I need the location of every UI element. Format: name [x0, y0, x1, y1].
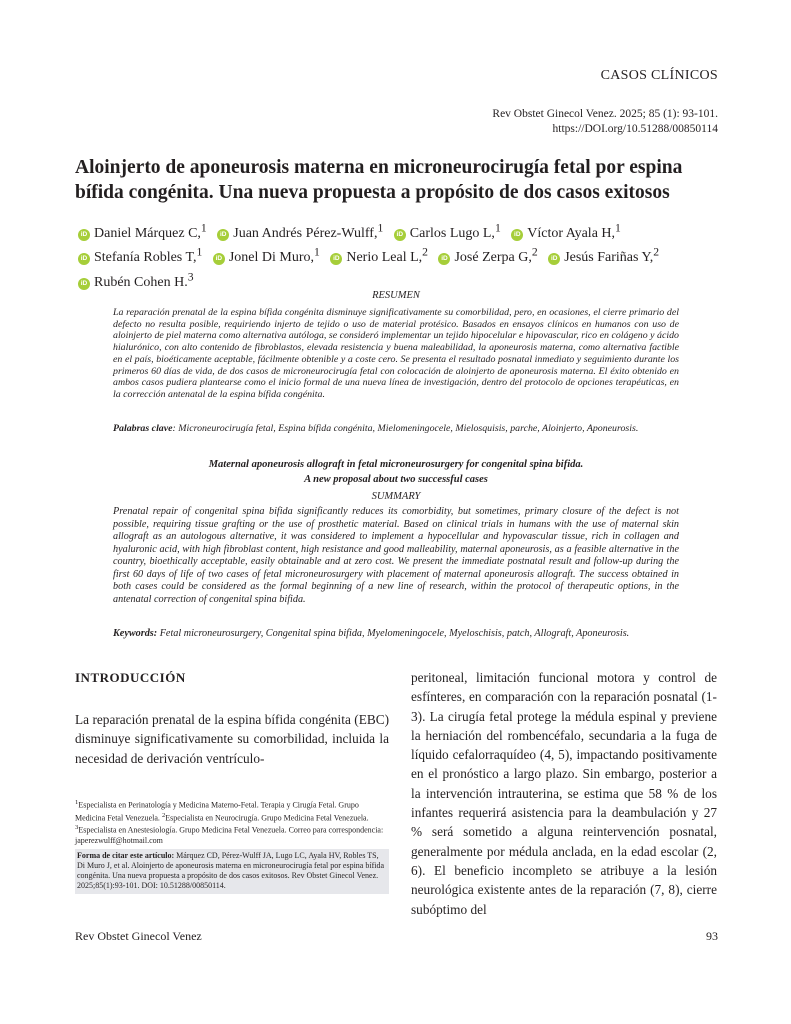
summary-heading: SUMMARY [371, 491, 421, 502]
author-name: Carlos Lugo L, [409, 225, 495, 241]
orcid-icon[interactable]: iD [78, 278, 90, 290]
author-name: Jesús Fariñas Y, [564, 250, 654, 266]
author[interactable] [217, 221, 384, 241]
title-line-2: bífida congénita. Una nueva propuesta a propósito de dos casos exitosos [75, 182, 670, 203]
author-name: José Zerpa G, [454, 250, 532, 266]
page-number: 93 [706, 929, 718, 943]
author[interactable] [330, 245, 428, 266]
keywords-list: : Microneurocirugía fetal, Espina bífida congénita, Mielomeningocele, Mielosquisis, parche, Aloinjerto, Aponeurosis. [172, 423, 639, 434]
author[interactable] [78, 270, 194, 290]
author-list [78, 218, 728, 292]
keywords-label: Keywords: [113, 628, 158, 639]
author[interactable] [213, 245, 320, 266]
author[interactable] [78, 245, 203, 266]
keywords-list: Fetal microneurosurgery, Congenital spina bifida, Myelomeningocele, Myeloschisis, patch, Allograft, Aponeurosis. [157, 628, 630, 639]
author-affiliation: 1 [377, 221, 384, 234]
english-title [113, 457, 679, 487]
summary-text: Prenatal repair of congenital spina bifida significantly reduces its comorbidity, but sometimes, primary closure of the defect is not possible, requiring tissue grafting or the use of prosthetic material. Based on clinical trials in humans with the use of maternal skin allograft as an autologous alternative, it was considered to implement a hypocellular and hypovascular tissue, rich in collagen and hyaluronic acid, with high fibroblast content, high resistance and good malleability, maternal aponeurosis, as a feasible alternative in the country, bioethically acceptable, easily obtainable and at zero cost. We present the immediate postnatal result and follow-up during the first 60 days of life of two cases of fetal microneurosurgery with placement of maternal aponeurosis allograft. The success obtained in both cases could be considered as the formal beginning of a new line of research, within the protocol of therapeutic options, in the antenatal correction of congenital spina bifida. [113, 506, 679, 605]
author-name: Rubén Cohen H. [94, 274, 188, 290]
orcid-icon[interactable]: iD [78, 229, 90, 241]
footnote: $^1$Especialista en Perinatología y Medicina Materno-Fetal. Terapia y Cirugía Fetal. Grupo Medicina Fetal Venezuela. $^2$Especialista en Neurocirugía. Grupo Medicina Fetal Venezuela. [75, 799, 369, 823]
intro-right-column: peritoneal, limitación funcional motora y control de esfínteres, en comparación con la reparación posnatal (1-3). La cirugía fetal protege la médula espinal y previene la herniación del rombencéfalo, secundaria a la fuga de líquido cefalorraquídeo (4, 5), impactando positivamente en el pronóstico a largo plazo. Sin embargo, posterior a la intervención intrauterina, se estima que 58 % de los infantes requerirá asistencia para la deambulación y 27 % será sometido a alguna reintervención posnatal, generalmente por médula anclada, en la edad escolar (2, 6). El beneficio incompleto se atribuye a la lesión neurológica existente antes de la reparación (7, 8), cierre subóptimo del [411, 670, 717, 917]
title-line-1: Aloinjerto de aponeurosis materna en microneurocirugía fetal por espina [75, 157, 683, 178]
footer-journal: Rev Obstet Ginecol Venez [75, 929, 202, 943]
orcid-icon[interactable]: iD [330, 253, 342, 265]
author-affiliation: 1 [615, 221, 621, 234]
journal-reference [492, 107, 718, 137]
resumen-text: La reparación prenatal de la espina bífida congénita disminuye significativamente su comorbilidad, pero, en ocasiones, el cierre primario del defecto no resulta posible, requiriendo injerto de tejido o uso de material protésico. Basados en ensayos clínicos en humanos con uso de aloinjerto de piel materna como alternativa autóloga, se consideró implementar un tejido hipocelular e hipovascular, rico en colágeno y ácido hialurónico, con alto contenido de fibroblastos, elevada resistencia y buena maleabilidad, la aponeurosis materna, como alternativa factible en el país, bioéticamente aceptable, fácilmente obtenible y a coste cero. Se presenta el resultado posnatal inmediato y seguimiento durante los primeros 60 días de vida, de dos casos de microneurocirugía fetal con colocación de aloinjerto de aponeurosis materna. El éxito obtenido en ambos casos pudiera plantearse como el inicio formal de una nueva línea de investigación, dentro del protocolo de opciones terapéuticas, en la corrección antenatal de la espina bífida congénita. [113, 307, 679, 400]
author[interactable] [78, 221, 207, 241]
summary-keywords [113, 628, 679, 641]
orcid-icon[interactable]: iD [78, 253, 90, 265]
orcid-icon[interactable]: iD [548, 253, 560, 265]
citation-box [75, 849, 389, 894]
author-affiliation: 1 [200, 221, 207, 234]
author-name: Jonel Di Muro, [228, 250, 315, 266]
footnote: $^3$Especialista en Anestesiología. Grupo Medicina Fetal Venezuela. Correo para correspondencia: japerezwulff@hotmail.com [75, 824, 384, 845]
author-affiliation: 1 [196, 245, 203, 259]
orcid-icon[interactable]: iD [511, 229, 523, 241]
author-name: Daniel Márquez C, [94, 225, 201, 241]
orcid-icon[interactable]: iD [438, 253, 450, 265]
author-name: Nerio Leal L, [346, 250, 423, 266]
author[interactable] [548, 245, 660, 266]
author-affiliation: 2 [653, 245, 660, 259]
author-name: Stefanía Robles T, [94, 250, 197, 266]
introduction-heading: INTRODUCCIÓN [75, 670, 186, 685]
author-affiliation: 3 [187, 270, 194, 284]
author[interactable] [511, 221, 621, 241]
citation-text: Márquez CD, Pérez-Wulff JA, Lugo LC, Ayala HV, Robles TS, Di Muro J, et al. Aloinjerto de aponeurosis materna en microneurocirugía fetal por espina bífida congénita. Una nueva propuesta a propósito de dos casos exitosos. Rev Obstet Ginecol Venez. 2025;85(1):93-101. DOI: 10.51288/00850114. [77, 851, 385, 890]
doi-link[interactable]: https://DOI.org/10.51288/00850114 [552, 123, 718, 135]
author-name: Víctor Ayala H, [527, 225, 616, 241]
english-title-line-1: Maternal aponeurosis allograft in fetal microneurosurgery for congenital spina bifida. [208, 459, 584, 470]
article-title [75, 155, 725, 205]
author-affiliation: 2 [531, 245, 538, 259]
orcid-icon[interactable]: iD [217, 229, 229, 241]
keywords-label: Palabras clave [113, 423, 173, 434]
english-title-line-2: A new proposal about two successful cases [304, 474, 488, 485]
author[interactable] [438, 245, 538, 266]
resumen-heading: RESUMEN [372, 290, 420, 301]
section-label: CASOS CLÍNICOS [600, 68, 718, 83]
author-affiliation: 2 [422, 245, 428, 259]
author-name: Juan Andrés Pérez-Wulff, [233, 225, 378, 241]
intro-left-column: La reparación prenatal de la espina bífida congénita (EBC) disminuye significativamente su comorbilidad, incluida la necesidad de derivación ventrículo- [75, 712, 389, 766]
author[interactable] [394, 221, 501, 241]
orcid-icon[interactable]: iD [213, 253, 225, 265]
affiliation-footnotes [75, 798, 389, 846]
orcid-icon[interactable]: iD [394, 229, 406, 241]
author-affiliation: 1 [494, 221, 501, 234]
citation-label: Forma de citar este artículo: [77, 851, 175, 860]
resumen-keywords [113, 423, 679, 435]
author-affiliation: 1 [314, 245, 320, 259]
citation-line: Rev Obstet Ginecol Venez. 2025; 85 (1): 93-101. [492, 108, 718, 120]
